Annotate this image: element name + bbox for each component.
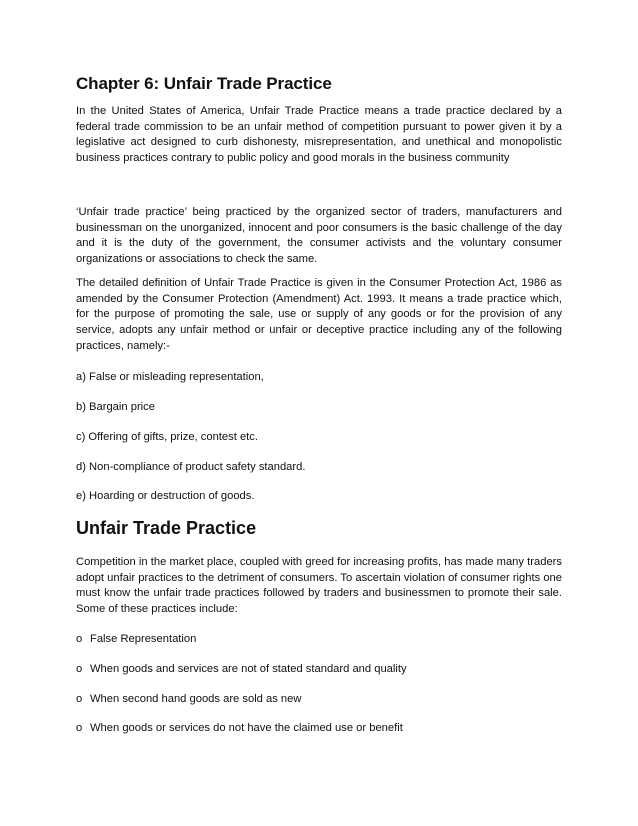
bullet-item xyxy=(76,662,407,678)
bullet-marker: o xyxy=(76,663,83,675)
bullet-marker: o xyxy=(76,693,83,705)
chapter-title: Chapter 6: Unfair Trade Practice xyxy=(76,74,332,93)
paragraph-challenge: ‘Unfair trade practice’ being practiced by the organized sector of traders, manufacturers and businessman on the unorganized, innocent and poor consumers is the basic challenge of the day and it is the duty of the government, the consumer activists and the voluntary consumer organizations or associations to check the same. xyxy=(76,206,562,266)
bullet-item xyxy=(76,721,403,737)
bullet-text: When goods and services are not of stated standard and quality xyxy=(90,663,407,675)
bullet-marker: o xyxy=(76,633,83,645)
bullet-item xyxy=(76,692,301,708)
paragraph-definition: The detailed definition of Unfair Trade Practice is given in the Consumer Protection Act, 1986 as amended by the Consumer Protection (Amendment) Act. 1993. It means a trade practice which, for the purpose of promoting the sale, use or supply of any goods or for the provision of any service, adopts any unfair method or unfair or deceptive practice including any of the following practices, namely:- xyxy=(76,277,562,352)
bullet-item xyxy=(76,632,196,648)
practice-item-e: e) Hoarding or destruction of goods. xyxy=(76,490,255,502)
practice-item-d: d) Non-compliance of product safety standard. xyxy=(76,461,306,473)
bullet-text: False Representation xyxy=(90,633,197,645)
practice-item-c: c) Offering of gifts, prize, contest etc. xyxy=(76,431,258,443)
practice-item-b: b) Bargain price xyxy=(76,401,155,413)
bullet-text: When second hand goods are sold as new xyxy=(90,693,302,705)
bullet-text: When goods or services do not have the claimed use or benefit xyxy=(90,722,403,734)
section-title: Unfair Trade Practice xyxy=(76,518,257,538)
paragraph-competition: Competition in the market place, coupled with greed for increasing profits, has made many traders adopt unfair practices to the detriment of consumers. To ascertain violation of consumer rights one must know the unfair trade practices followed by traders and businessmen to promote their sale. Some of these practices include: xyxy=(76,556,562,616)
practice-item-a: a) False or misleading representation, xyxy=(76,371,264,383)
bullet-marker: o xyxy=(76,722,83,734)
paragraph-intro: In the United States of America, Unfair Trade Practice means a trade practice declared by a federal trade commission to be an unfair method of competition pursuant to power given it by a legislative act designed to curb dishonesty, misrepresentation, and unethical and monopolistic business practices contrary to public policy and good morals in the business community xyxy=(76,105,562,165)
